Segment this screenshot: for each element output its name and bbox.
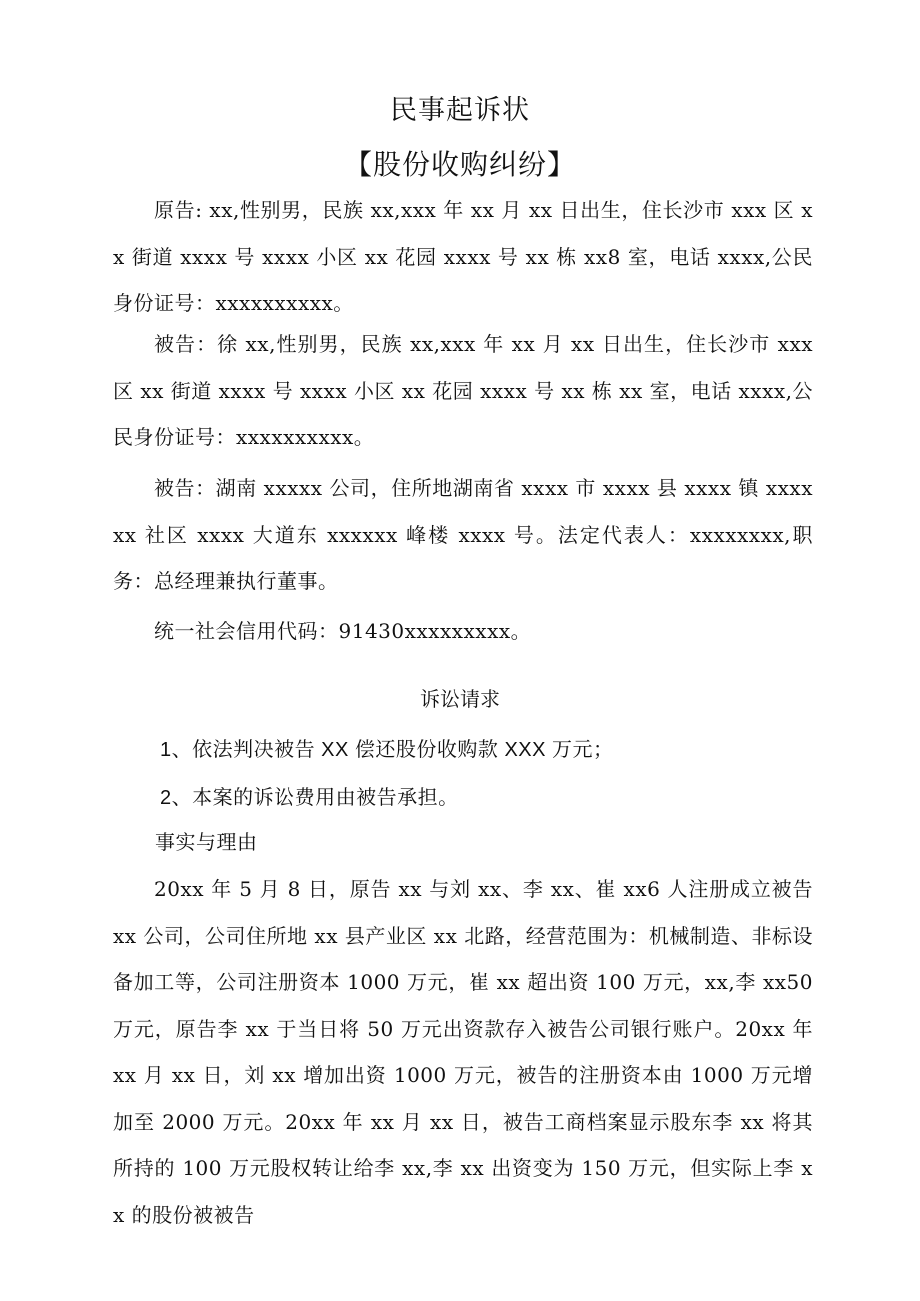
facts-paragraph: 20xx 年 5 月 8 日，原告 xx 与刘 xx、李 xx、崔 xx6 人注册成立被告 xx 公司，公司住所地 xx 县产业区 xx 北路，经营范围为：机械制造、非标设备加工等，公司注册资本 1000 万元，崔 xx 超出资 100 万元，xx,李 xx50 万元，原告李 xx 于当日将 50 万元出资款存入被告公司银行账户。20xx 年 xx 月 xx 日，刘 xx 增加出资 1000 万元，被告的注册资本由 1000 万元增加至 2000 万元。20xx 年 xx 月 xx 日，被告工商档案显示股东李 xx 将其所持的 100 万元股权转让给李 xx,李 xx 出资变为 150 万元，但实际上李 xx 的股份被被告 (113, 877, 813, 1227)
defendant-2-paragraph: 被告：湖南 xxxxx 公司，住所地湖南省 xxxx 市 xxxx 县 xxxx 镇 xxxxxx 社区 xxxx 大道东 xxxxxx 峰楼 xxxx 号。法定代表人：xxxxxxxx,职务：总经理兼执行董事。 (113, 476, 813, 593)
plaintiff-paragraph: 原告: xx,性别男，民族 xx,xxx 年 xx 月 xx 日出生，住长沙市 xxx 区 xx 街道 xxxx 号 xxxx 小区 xx 花园 xxxx 号 xx 栋 xx8 室，电话 xxxx,公民身份证号：xxxxxxxxxx。 (113, 198, 813, 315)
claim-item-2: 2、本案的诉讼费用由被告承担。 (160, 787, 459, 809)
claims-heading: 诉讼请求 (420, 687, 500, 711)
document-subtitle: 【股份收购纠纷】 (343, 148, 576, 181)
defendant-1-paragraph: 被告：徐 xx,性别男，民族 xx,xxx 年 xx 月 xx 日出生，住长沙市 xxx 区 xx 街道 xxxx 号 xxxx 小区 xx 花园 xxxx 号 xx 栋 xx 室，电话 xxxx,公民身份证号：xxxxxxxxxx。 (113, 332, 813, 449)
claim-item-1: 1、依法判决被告 XX 偿还股份收购款 XXX 万元； (160, 739, 614, 761)
facts-heading: 事实与理由 (155, 830, 258, 854)
credit-code-paragraph: 统一社会信用代码：91430xxxxxxxxx。 (154, 619, 532, 643)
document-title: 民事起诉状 (390, 95, 530, 126)
